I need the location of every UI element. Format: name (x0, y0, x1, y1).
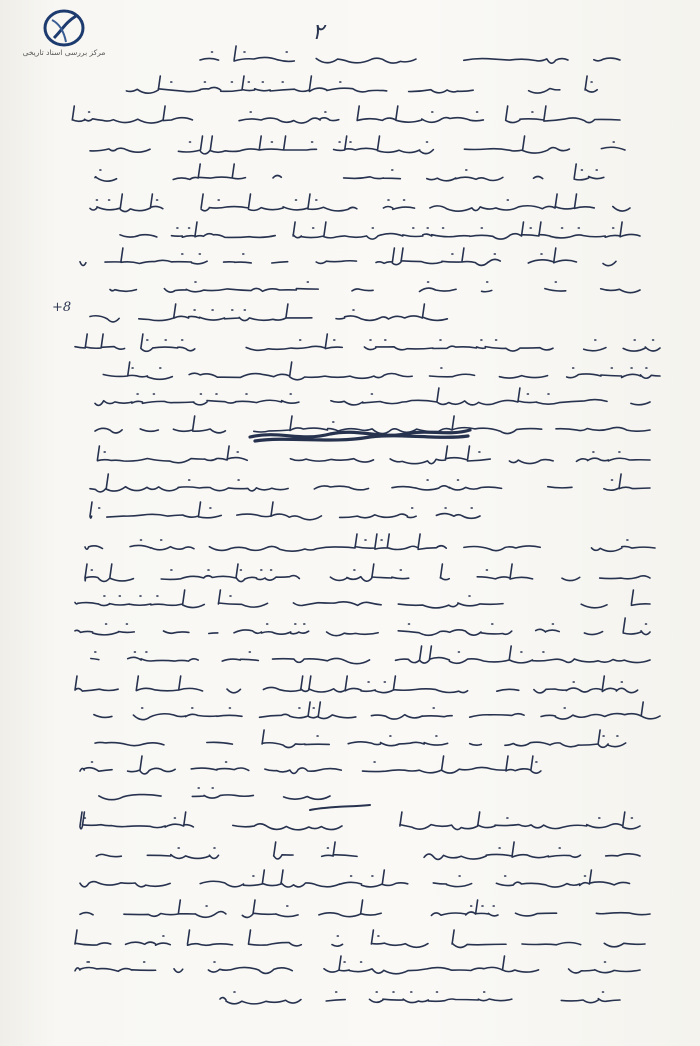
handwritten-line (85, 534, 655, 551)
handwritten-line (74, 222, 640, 239)
handwritten-line (67, 730, 626, 748)
handwritten-line (95, 388, 650, 405)
underline-mark (310, 805, 370, 810)
handwritten-line (110, 282, 640, 293)
handwritten-line (75, 930, 645, 947)
handwritten-line (69, 788, 330, 800)
handwritten-line (90, 304, 447, 322)
handwritten-line (200, 46, 620, 63)
handwritten-line (75, 618, 650, 636)
handwritten-line (90, 474, 650, 492)
crossed-out-text (250, 430, 470, 441)
handwritten-line (80, 900, 650, 917)
handwritten-line (90, 194, 630, 212)
handwritten-line (75, 590, 650, 608)
handwritten-line (80, 870, 630, 887)
handwritten-line (80, 756, 541, 774)
handwritten-line (220, 992, 620, 1004)
handwritten-line (90, 136, 625, 154)
handwritten-line (75, 676, 638, 693)
handwritten-line (78, 842, 640, 859)
handwritten-line (87, 362, 660, 380)
handwritten-line (95, 416, 650, 434)
handwritten-line (95, 164, 604, 181)
handwritten-line (72, 646, 650, 664)
margin-note: +8 (52, 300, 72, 315)
handwritten-line (114, 76, 597, 93)
handwritten-line (90, 502, 480, 520)
handwritten-line (64, 106, 620, 123)
page-number: ۲ (312, 20, 324, 45)
handwritten-line (75, 956, 640, 974)
handwritten-line (80, 248, 616, 266)
handwritten-line (85, 564, 650, 582)
handwritten-line (64, 702, 660, 720)
handwritten-line (80, 812, 640, 830)
archive-logo-text: مرکز بررسی اسناد تاریخی (22, 48, 106, 57)
handwritten-line (84, 446, 650, 464)
handwritten-line (75, 334, 660, 351)
